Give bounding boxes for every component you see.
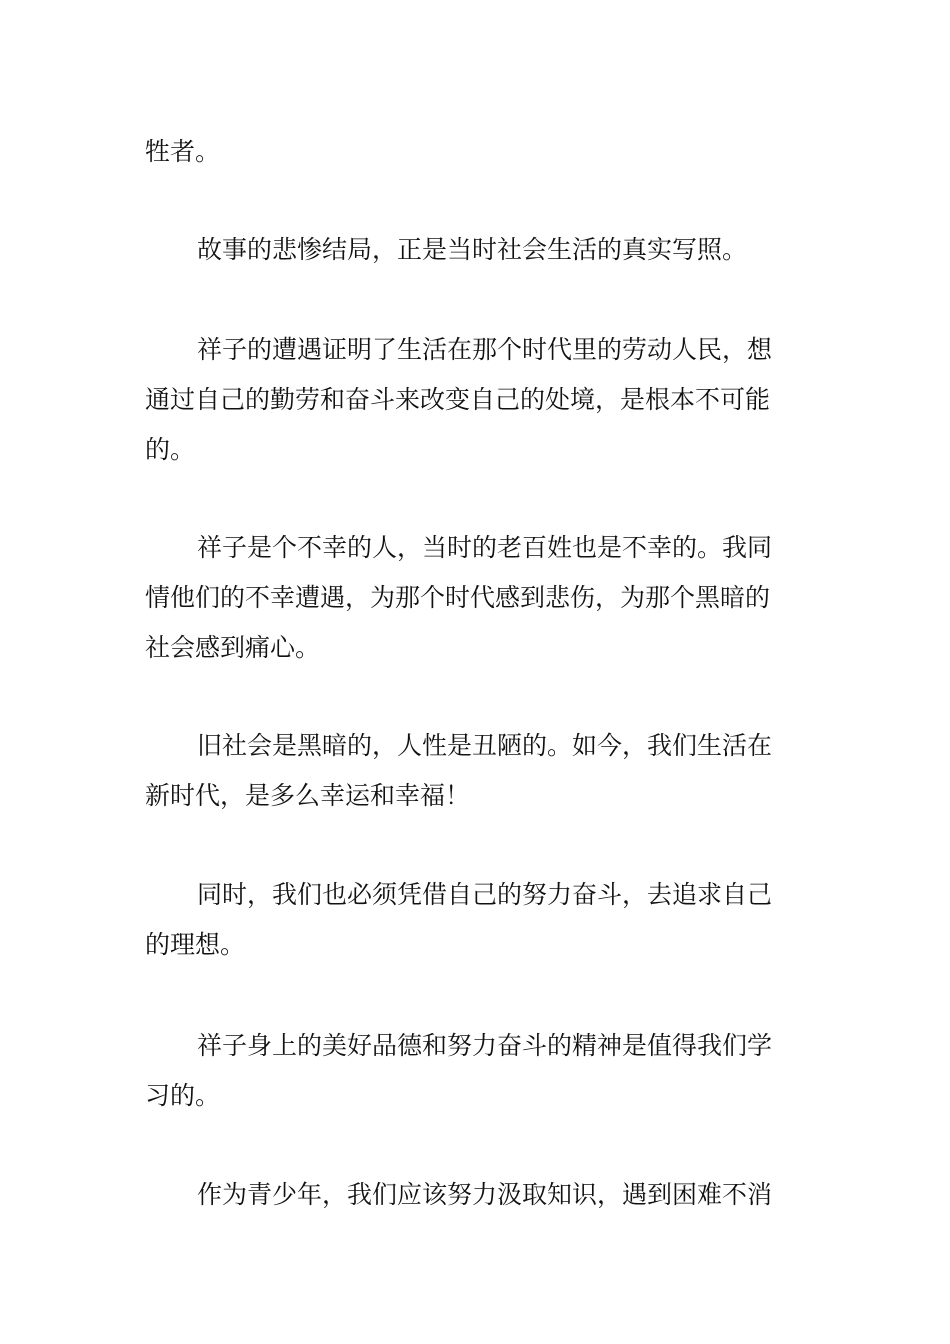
paragraph-1 (145, 127, 805, 177)
paragraph-8 (145, 1170, 805, 1220)
paragraph-5 (145, 721, 805, 821)
paragraph-line: 同时，我们也必须凭借自己的努力奋斗，去追求自己 (197, 880, 773, 909)
paragraph-line: 祥子是个不幸的人，当时的老百姓也是不幸的。我同 (197, 533, 773, 562)
paragraph-line: 情他们的不幸遭遇，为那个时代感到悲伤，为那个黑暗的 (145, 583, 771, 612)
paragraph-3 (145, 325, 805, 475)
paragraph-line: 牲者。 (145, 137, 221, 166)
paragraph-6 (145, 870, 805, 970)
paragraph-7 (145, 1021, 805, 1121)
paragraph-4 (145, 523, 805, 673)
paragraph-line: 的。 (145, 435, 196, 464)
paragraph-line: 社会感到痛心。 (145, 633, 321, 662)
paragraph-line: 故事的悲惨结局，正是当时社会生活的真实写照。 (197, 235, 748, 264)
paragraph-line: 新时代，是多么幸运和幸福！ (145, 781, 471, 810)
paragraph-2 (145, 225, 805, 275)
paragraph-line: 习的。 (145, 1081, 221, 1110)
paragraph-line: 的理想。 (145, 930, 246, 959)
paragraph-line: 祥子身上的美好品德和努力奋斗的精神是值得我们学 (197, 1031, 773, 1060)
paragraph-line: 祥子的遭遇证明了生活在那个时代里的劳动人民，想 (197, 335, 773, 364)
paragraph-line: 通过自己的勤劳和奋斗来改变自己的处境，是根本不可能 (145, 385, 771, 414)
paragraph-line: 作为青少年，我们应该努力汲取知识，遇到困难不消 (197, 1180, 773, 1209)
paragraph-line: 旧社会是黑暗的，人性是丑陋的。如今，我们生活在 (197, 731, 773, 760)
